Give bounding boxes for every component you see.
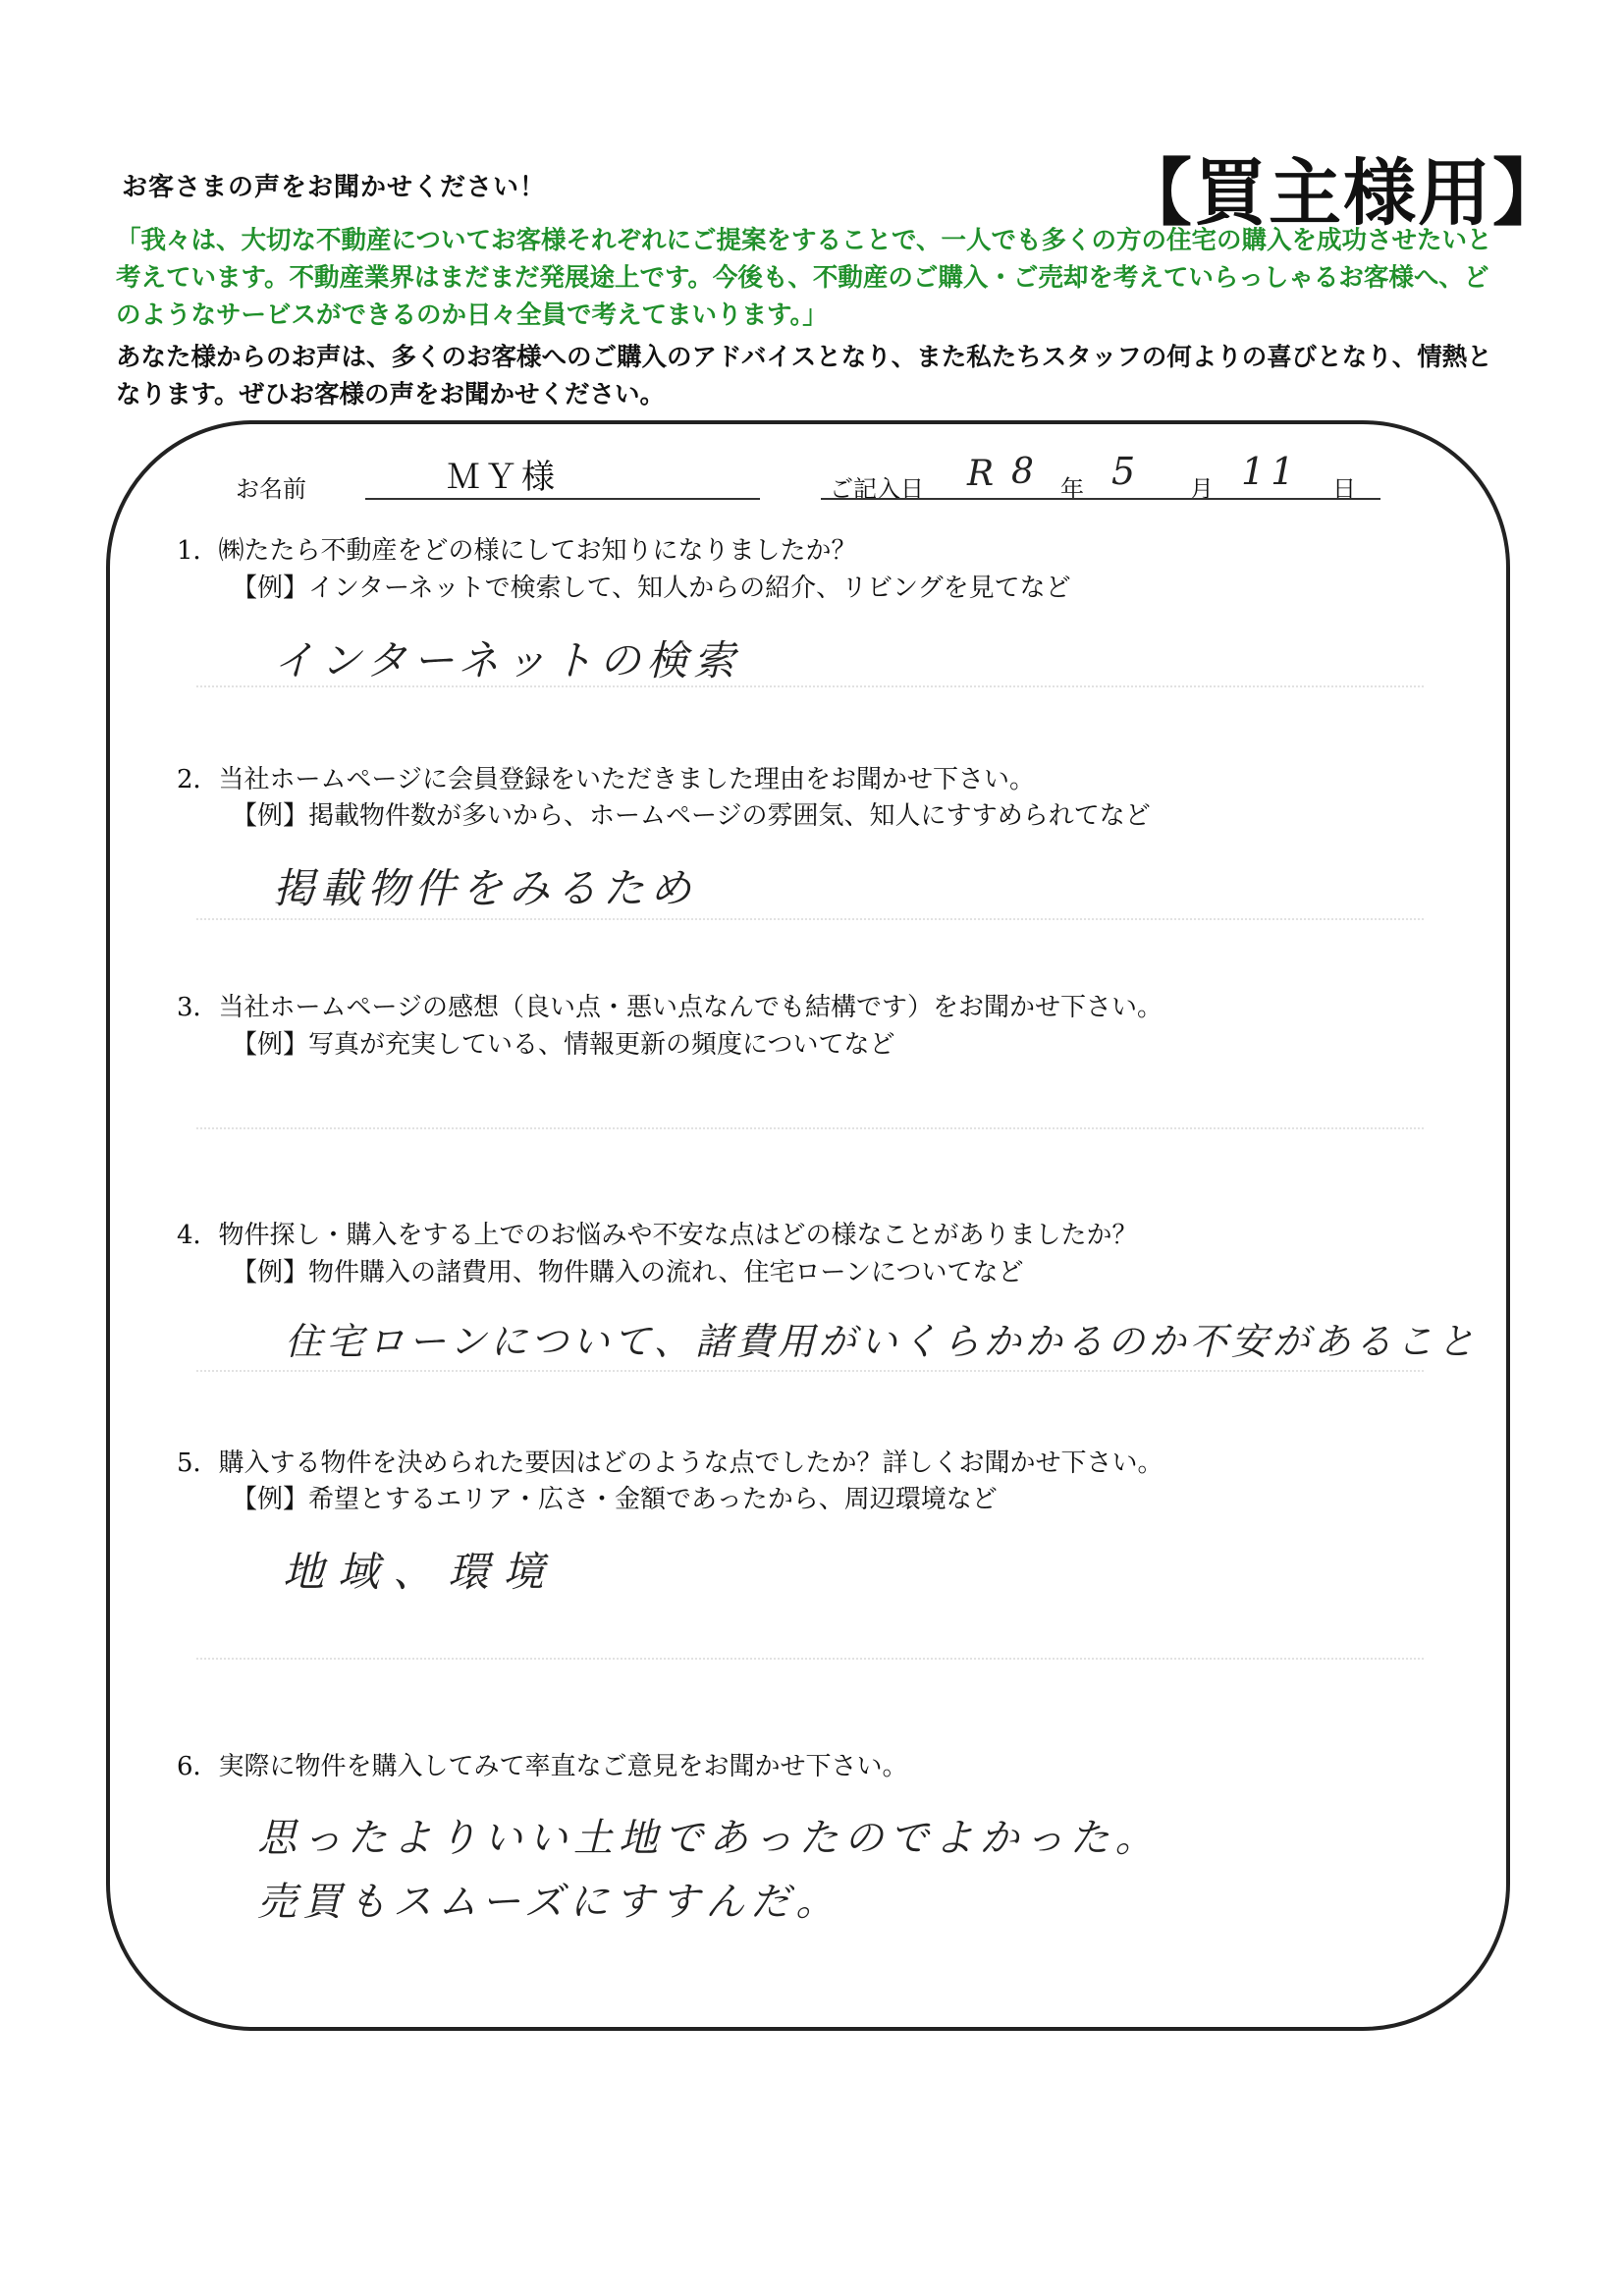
question-5-example: 【例】希望とするエリア・広さ・金額であったから、周辺環境など <box>232 1485 998 1514</box>
name-underline <box>365 498 760 500</box>
question-4 <box>177 1215 1138 1251</box>
intro-black-text: あなた様からのお声は、多くのお客様へのご購入のアドバイスとなり、また私たちスタッフの何よりの喜びとなり、情熱となります。ぜひお客様の声をお聞かせください。 <box>116 343 1492 410</box>
date-day: 11 <box>1241 450 1301 493</box>
question-2 <box>177 759 1035 795</box>
question-number: 4． <box>177 1221 219 1250</box>
name-label: お名前 <box>236 475 306 503</box>
answer-2: 掲載物件をみるため <box>273 864 698 912</box>
month-label: 月 <box>1190 475 1214 503</box>
question-6 <box>177 1746 908 1782</box>
buyer-badge: 【買主様用】 <box>1119 151 1567 236</box>
day-label: 日 <box>1332 475 1356 503</box>
question-text: ㈱たたら不動産をどの様にしてお知りになりましたか？ <box>218 536 857 566</box>
answer-6-line-1: 思ったよりいい土地であったのでよかった。 <box>257 1816 1161 1861</box>
date-month: 5 <box>1111 450 1142 493</box>
answer-5: 地域、環境 <box>283 1548 559 1596</box>
answer-line <box>196 1127 1424 1129</box>
question-text: 購入する物件を決められた要因はどのような点でしたか？詳しくお聞かせ下さい。 <box>218 1449 1163 1478</box>
date-era: R <box>967 454 1001 494</box>
date-label: ご記入日 <box>830 475 924 503</box>
question-number: 3． <box>177 993 219 1022</box>
answer-6-line-2: 売買もスムーズにすすんだ。 <box>257 1880 841 1925</box>
answer-line <box>196 918 1424 920</box>
question-text: 実際に物件を購入してみて率直なご意見をお聞かせ下さい。 <box>218 1752 908 1781</box>
question-text: 物件探し・購入をする上でのお悩みや不安な点はどの様なことがありましたか？ <box>218 1221 1138 1250</box>
year-label: 年 <box>1060 475 1084 503</box>
answer-4: 住宅ローンについて、諸費用がいくらかかるのか不安があること <box>285 1320 1479 1363</box>
question-1-example: 【例】インターネットで検索して、知人からの紹介、リビングを見てなど <box>232 574 1071 603</box>
question-number: 2． <box>177 765 219 794</box>
question-number: 5． <box>177 1449 219 1478</box>
answer-line <box>196 685 1424 687</box>
date-underline <box>821 498 1380 500</box>
question-1 <box>177 530 857 567</box>
date-year: 8 <box>1011 452 1040 492</box>
question-number: 1． <box>177 536 219 566</box>
question-text: 当社ホームページに会員登録をいただきました理由をお聞かせ下さい。 <box>218 765 1036 794</box>
question-2-example: 【例】掲載物件数が多いから、ホームページの雰囲気、知人にすすめられてなど <box>232 801 1151 831</box>
intro-green-text: 「我々は、大切な不動産についてお客様それぞれにご提案をすることで、一人でも多くの方の住宅の購入を成功させたいと考えています。不動産業界はまだまだ発展途上です。今後も、不動産のご購入・ご売却を考えていらっしゃるお客様へ、どのようなサービスができるのか日々全員で考えてまいります。」 <box>116 226 1492 330</box>
question-5 <box>177 1443 1163 1479</box>
name-value: ＭＹ様 <box>447 458 559 497</box>
question-3-example: 【例】写真が充実している、情報更新の頻度についてなど <box>232 1030 895 1060</box>
question-number: 6． <box>177 1752 219 1781</box>
question-4-example: 【例】物件購入の諸費用、物件購入の流れ、住宅ローンについてなど <box>232 1258 1024 1287</box>
answer-line <box>196 1658 1424 1660</box>
answer-1: インターネットの検索 <box>273 636 741 684</box>
question-text: 当社ホームページの感想（良い点・悪い点なんでも結構です）をお聞かせ下さい。 <box>218 993 1163 1022</box>
question-3 <box>177 987 1163 1023</box>
page-heading: お客さまの声をお聞かせください！ <box>122 173 547 202</box>
answer-line <box>196 1370 1424 1372</box>
